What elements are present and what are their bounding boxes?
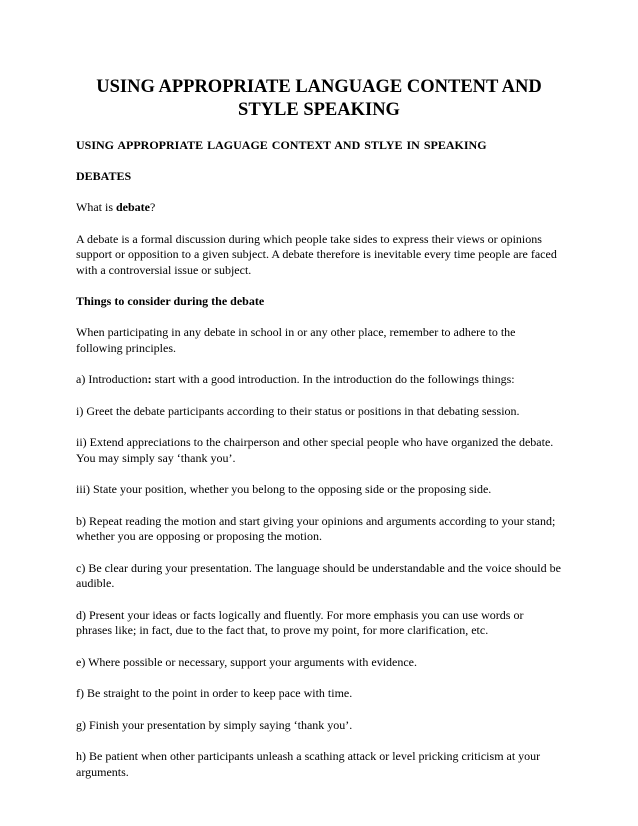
page-title bbox=[76, 76, 562, 122]
item-a-prefix: a) Introduction bbox=[76, 372, 148, 386]
list-item-e: e) Where possible or necessary, support your arguments with evidence. bbox=[76, 654, 418, 669]
item-a-colon: : bbox=[147, 372, 152, 386]
question-paragraph bbox=[76, 200, 562, 216]
question-suffix: ? bbox=[150, 200, 156, 214]
list-item-iii: iii) State your position, whether you belong to the opposing side or the proposing side. bbox=[76, 482, 492, 496]
list-item-i: i) Greet the debate participants according to their status or positions in that debating session. bbox=[76, 403, 520, 418]
title-line-2: STYLE SPEAKING bbox=[238, 100, 400, 120]
list-item-ii: ii) Extend appreciations to the chairperson and other special people who have organized the debate. You may simply say ‘thank you’. bbox=[76, 435, 554, 465]
item-a-suffix: start with a good introduction. In the introduction do the followings things: bbox=[151, 372, 515, 386]
list-item-a bbox=[76, 372, 562, 388]
list-item-b: b) Repeat reading the motion and start giving your opinions and arguments according to your stand; whether you are opposing or proposing the motion. bbox=[76, 513, 556, 543]
subtitle: USING APPROPRIATE LAGUAGE CONTEXT AND STLYE IN SPEAKING bbox=[76, 138, 487, 152]
list-item-d: d) Present your ideas or facts logically and fluently. For more emphasis you can use words or phrases like; in fact, due to the fact that, to prove my point, for more clarification, etc. bbox=[76, 607, 524, 637]
question-bold-term: debate bbox=[116, 200, 150, 214]
list-item-f: f) Be straight to the point in order to keep pace with time. bbox=[76, 686, 353, 700]
list-item-g: g) Finish your presentation by simply saying ‘thank you’. bbox=[76, 717, 353, 732]
question-prefix: What is bbox=[76, 200, 116, 214]
section-heading-things-to-consider: Things to consider during the debate bbox=[76, 294, 265, 308]
definition-paragraph: A debate is a formal discussion during which people take sides to express their views or opinions support or opposition to a given subject. A debate therefore is inevitable every time people are faced with a controversial issue or subject. bbox=[76, 231, 557, 277]
section-heading-debates: DEBATES bbox=[76, 169, 132, 183]
list-item-c: c) Be clear during your presentation. The language should be understandable and the voice should be audible. bbox=[76, 560, 561, 590]
list-item-h: h) Be patient when other participants unleash a scathing attack or level pricking criticism at your arguments. bbox=[76, 749, 541, 779]
intro-paragraph: When participating in any debate in school in or any other place, remember to adhere to the following principles. bbox=[76, 325, 516, 355]
title-line-1: USING APPROPRIATE LANGUAGE CONTENT AND bbox=[96, 77, 542, 97]
